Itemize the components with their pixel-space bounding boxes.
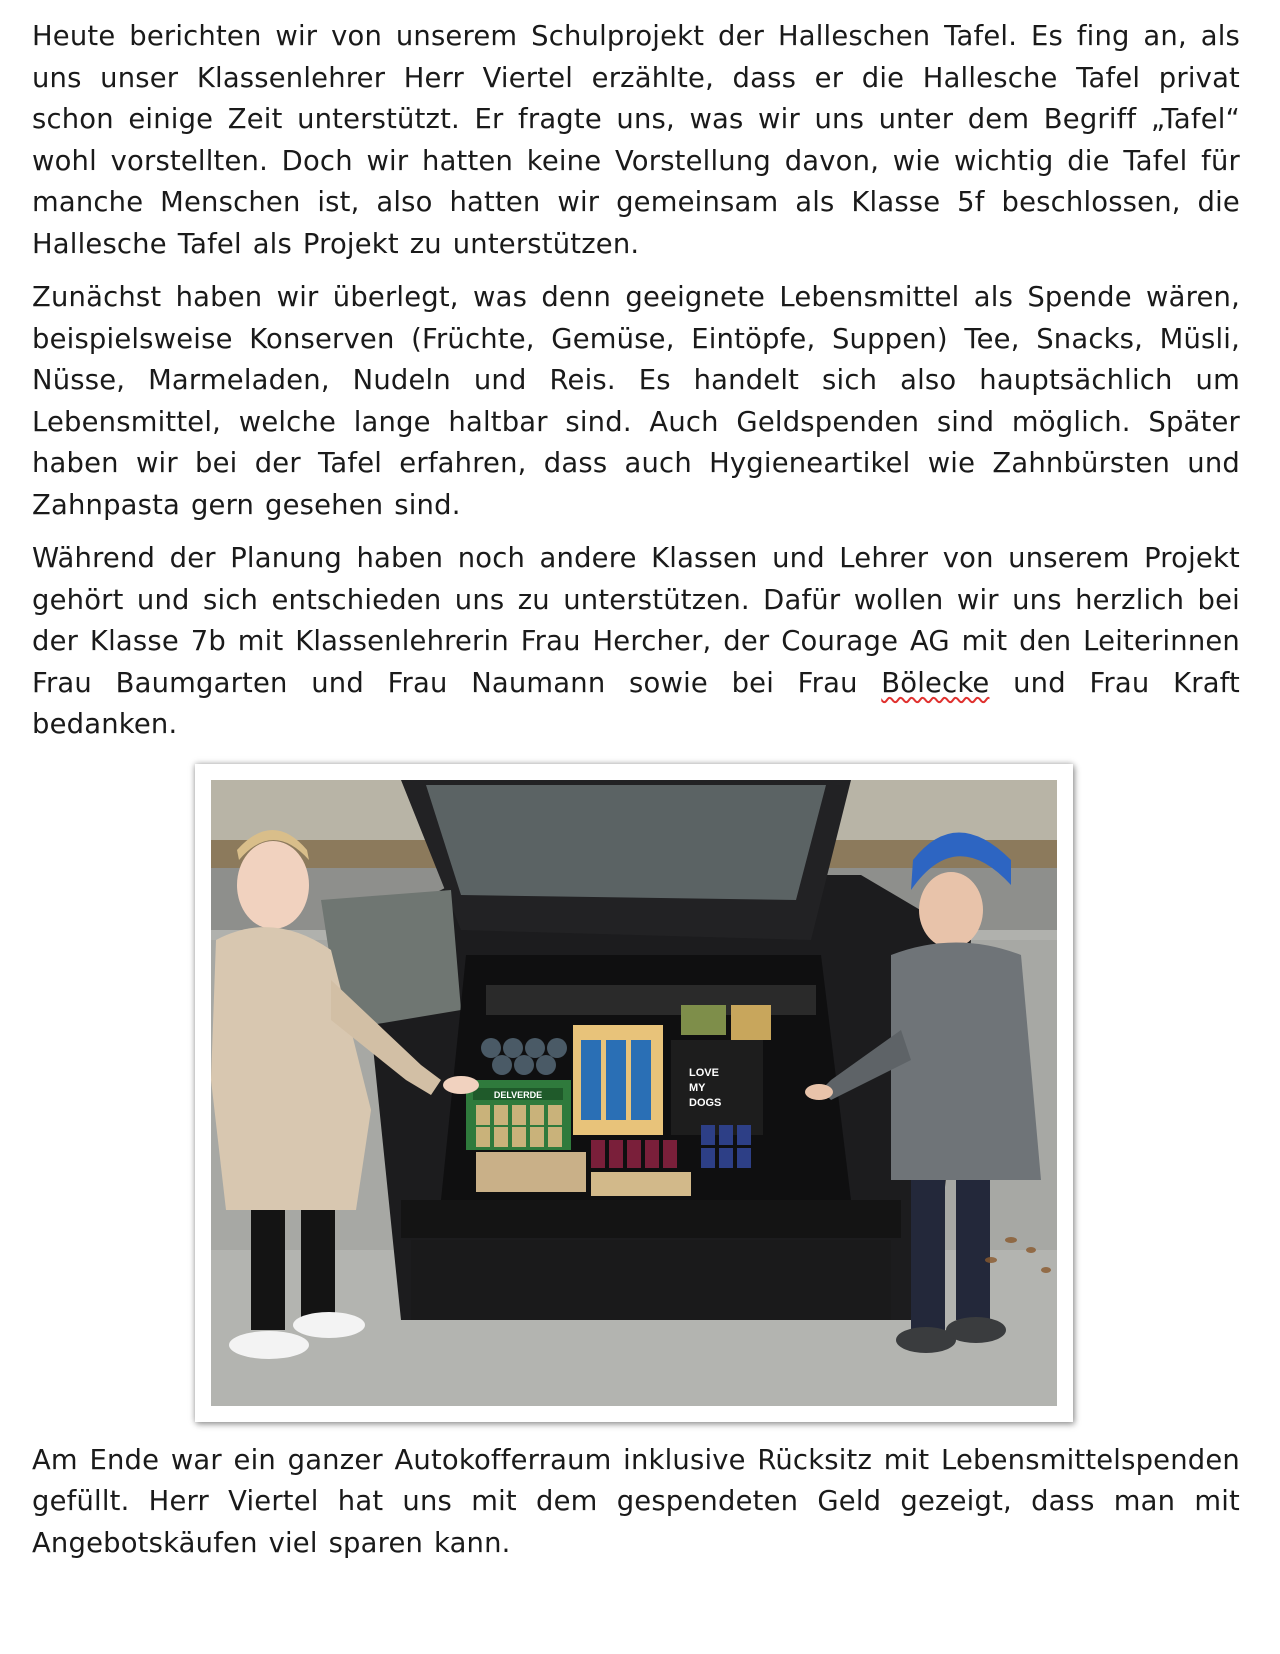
thanks-text-end: und Frau Kraft bedanken.	[32, 667, 1240, 740]
car-trunk-photo-illustration	[211, 780, 1057, 1406]
paragraph-thanks	[32, 538, 1240, 746]
donation-photo	[211, 780, 1057, 1406]
paragraph-conclusion: Am Ende war ein ganzer Autokofferraum inklusive Rücksitz mit Lebensmittelspenden gefüllt. Herr Viertel hat uns mit dem gespendeten Geld gezeigt, dass man mit Angebotskäufen viel sparen kann.	[32, 1444, 1240, 1559]
bag-label-dogs: DOGS	[689, 1096, 722, 1109]
thanks-text-start: Während der Planung haben noch andere Klassen und Lehrer von unserem Projekt gehört und sich entschieden uns zu unterstützen. Dafür wollen wir uns herzlich bei der Klasse 7b mit Klassenlehrerin Frau Hercher, der Courage AG mit den Leiterinnen Frau Baumgarten und Frau Naumann sowie bei Frau	[32, 543, 1240, 699]
spellcheck-marked-word: Bölecke	[881, 667, 990, 699]
paragraph-donations: Zunächst haben wir überlegt, was denn geeignete Lebensmittel als Spende wären, beispielsweise Konserven (Früchte, Gemüse, Eintöpfe, Suppen) Tee, Snacks, Müsli, Nüsse, Marmeladen, Nudeln und Reis. Es handelt sich also hauptsächlich um Lebensmittel, welche lange haltbar sind. Auch Geldspenden sind möglich. Später haben wir bei der Tafel erfahren, dass auch Hygieneartikel wie Zahnbürsten und Zahnpasta gern gesehen sind.	[32, 282, 1240, 521]
paragraph-intro: Heute berichten wir von unserem Schulprojekt der Halleschen Tafel. Es fing an, als uns unser Klassenlehrer Herr Viertel erzählte, dass er die Hallesche Tafel privat schon einige Zeit unterstützt. Er fragte uns, was wir uns unter dem Begriff „Tafel“ wohl vorstellten. Doch wir hatten keine Vorstellung davon, wie wichtig die Tafel für manche Menschen ist, also hatten wir gemeinsam als Klasse 5f beschlossen, die Hallesche Tafel als Projekt zu unterstützen.	[32, 21, 1240, 260]
box-label-delverde: DELVERDE	[493, 1089, 543, 1100]
photo-frame	[195, 764, 1073, 1422]
bag-label-love: LOVE	[689, 1066, 719, 1079]
document-page	[32, 16, 1240, 1564]
bag-label-my: MY	[689, 1081, 706, 1094]
